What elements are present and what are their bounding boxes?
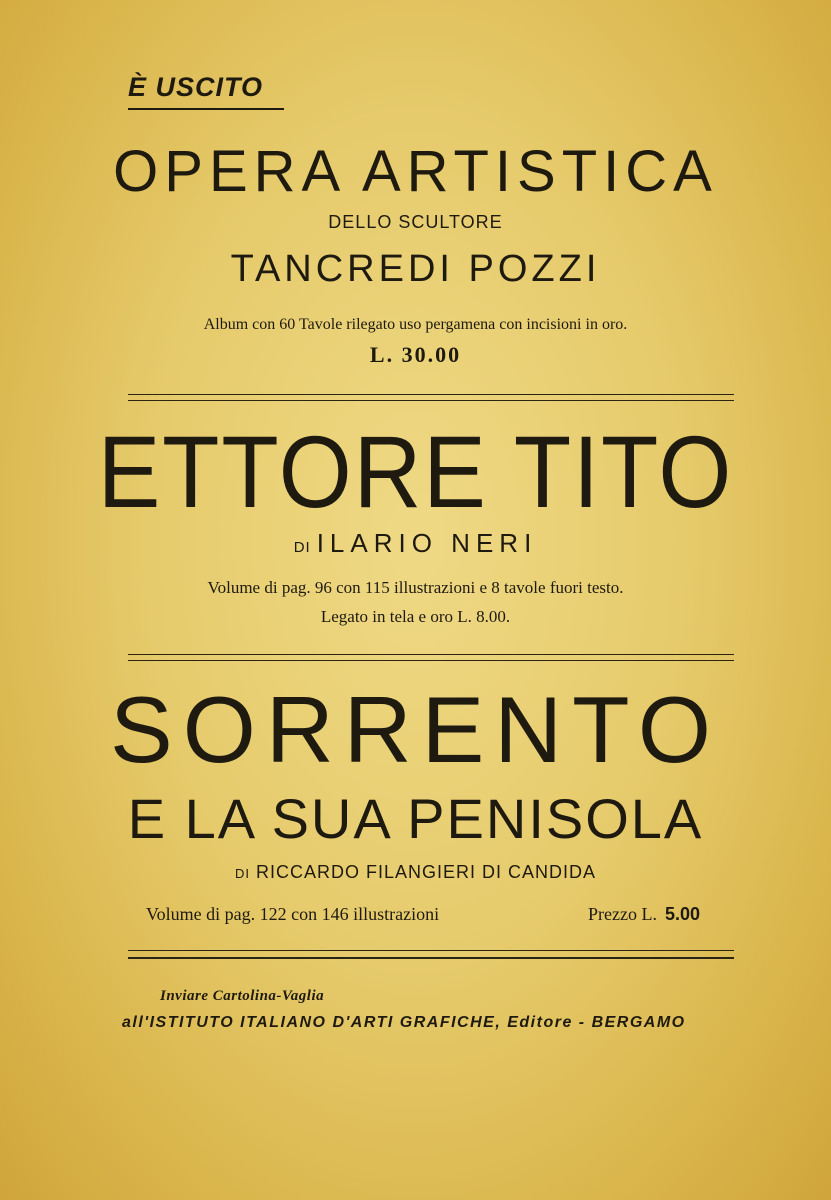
- book1-description: Album con 60 Tavole rilegato uso pergamena con incisioni in oro.: [203, 316, 628, 333]
- divider-rule: [128, 394, 734, 395]
- book2-description-line2: Legato in tela e oro L. 8.00.: [320, 607, 511, 626]
- book2-author-prefix: DI: [293, 539, 311, 556]
- footer-publisher: all'ISTITUTO ITALIANO D'ARTI GRAFICHE, Editore - BERGAMO: [122, 1014, 686, 1031]
- divider-rule: [128, 400, 734, 401]
- book3-price-value: 5.00: [664, 904, 701, 924]
- book2-title: ETTORE TITO: [97, 415, 734, 529]
- book3-description: Volume di pag. 122 con 146 illustrazioni: [146, 904, 440, 924]
- book3-price-label: Prezzo L.: [588, 904, 657, 924]
- book1-price: L. 30.00: [369, 342, 462, 367]
- divider-rule: [128, 950, 734, 951]
- divider-rule: [128, 660, 734, 661]
- divider-rule: [128, 957, 734, 959]
- book2-description-line1: Volume di pag. 96 con 115 illustrazioni e 8 tavole fuori testo.: [207, 578, 624, 597]
- announcement-label: È USCITO: [128, 72, 264, 102]
- book3-author: RICCARDO FILANGIERI DI CANDIDA: [255, 862, 597, 882]
- book1-author: TANCREDI POZZI: [230, 248, 601, 290]
- book2-author: ILARIO NERI: [316, 528, 538, 558]
- book1-title: OPERA ARTISTICA: [113, 139, 718, 204]
- book3-author-line: [0, 862, 831, 883]
- book2-author-line: [0, 528, 831, 559]
- book3-price: [588, 904, 700, 925]
- announcement-underline: [128, 108, 284, 110]
- book3-title: SORRENTO: [110, 677, 721, 782]
- book1-subtitle: DELLO SCULTORE: [328, 212, 503, 232]
- book3-author-prefix: DI: [234, 866, 250, 881]
- footer-instruction: Inviare Cartolina-Vaglia: [160, 988, 325, 1004]
- book3-subtitle: E LA SUA PENISOLA: [127, 787, 704, 850]
- divider-rule: [128, 654, 734, 655]
